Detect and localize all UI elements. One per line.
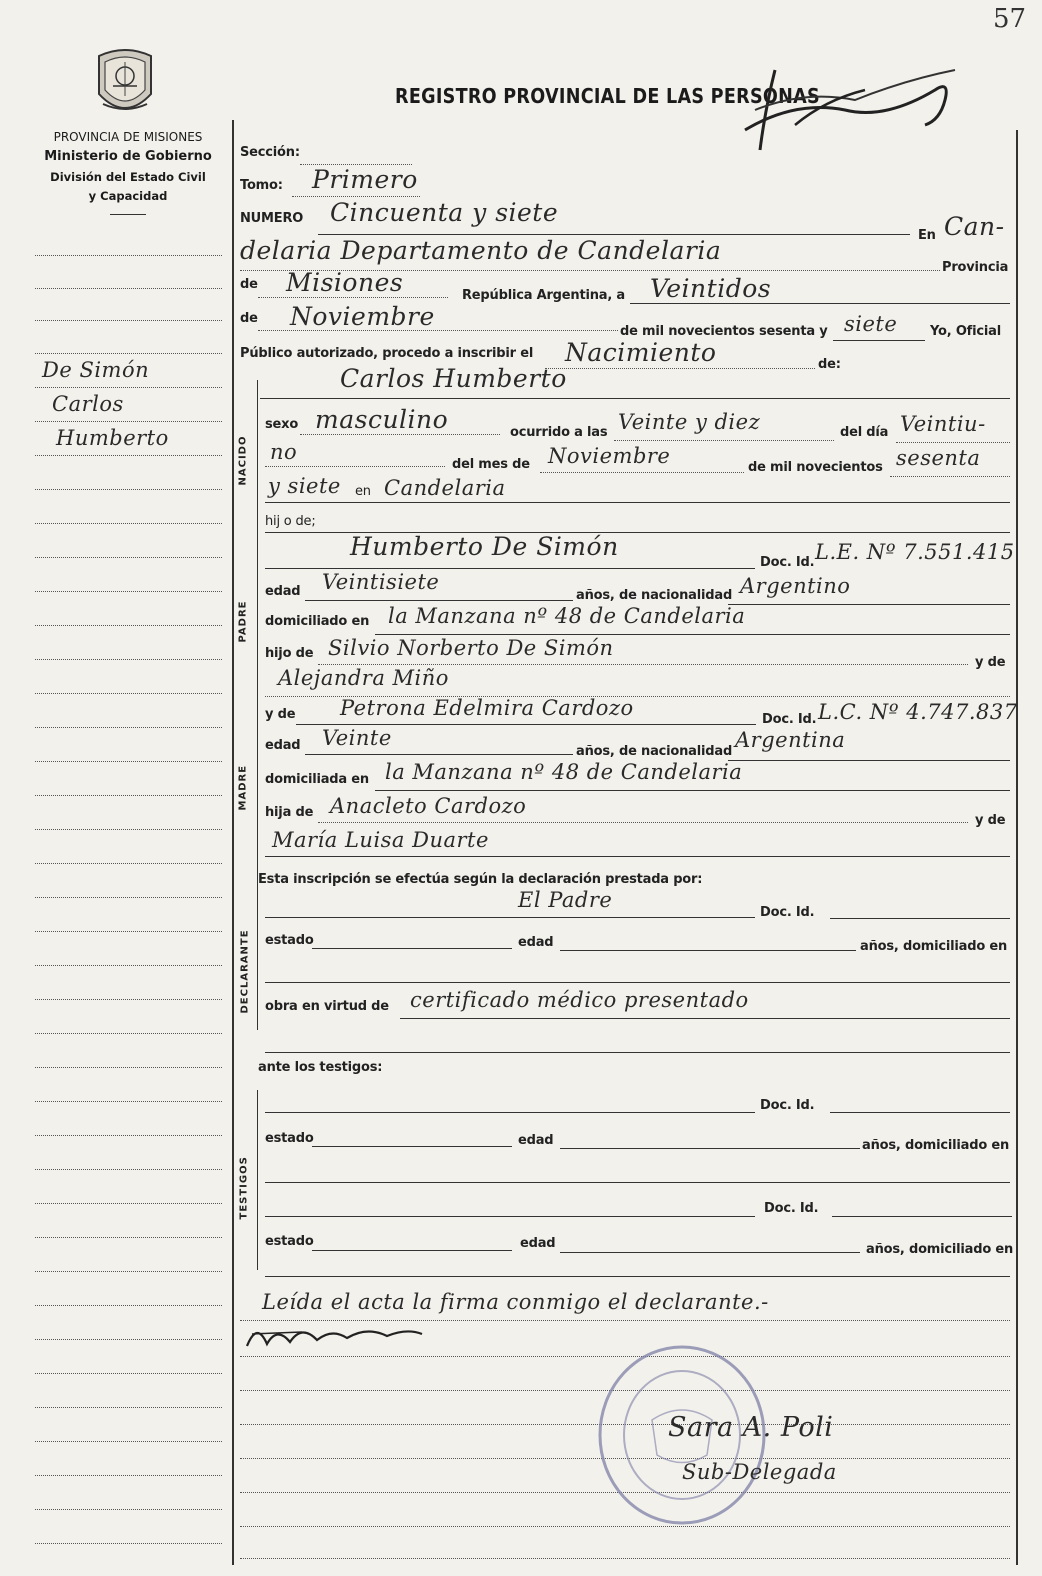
value-dia-nac-1: Veintiu-: [900, 412, 986, 436]
value-padre-doc: L.E. Nº 7.551.415: [815, 540, 1015, 564]
margin-note-name1: Carlos: [52, 392, 124, 416]
margin-line: [35, 1509, 222, 1510]
side-col-line: [257, 380, 258, 900]
line-hora: [614, 440, 834, 441]
line-estado-declarante: [312, 948, 512, 949]
value-dia-nac-2: no: [270, 440, 298, 464]
margin-line: [35, 320, 222, 321]
label-nac-madre: años, de nacionalidad: [576, 744, 733, 759]
side-col-line-3: [257, 1090, 258, 1270]
margin-line: [35, 387, 222, 388]
line-doc-testigo-2: [832, 1216, 1012, 1217]
value-declarante: El Padre: [518, 888, 613, 912]
line-obra: [400, 1018, 1010, 1019]
margin-line: [35, 591, 222, 592]
value-nombre: Carlos Humberto: [340, 364, 567, 393]
line-dia: [630, 303, 1010, 304]
margin-line: [35, 1237, 222, 1238]
signature-top: [735, 30, 975, 170]
line-madre: [296, 724, 756, 725]
label-edad-testigo-1: edad: [518, 1133, 554, 1148]
margin-line: [35, 625, 222, 626]
coat-of-arms-icon: [93, 46, 157, 122]
header-division-2: y Capacidad: [88, 189, 168, 203]
value-dia: Veintidos: [650, 274, 772, 303]
label-dom-madre: domiciliada en: [265, 772, 369, 787]
label-obra: obra en virtud de: [265, 999, 389, 1014]
line-doc-declarante: [830, 918, 1010, 919]
value-lugar-nac: Candelaria: [384, 476, 506, 500]
side-label-testigos: TESTIGOS: [238, 1156, 250, 1220]
label-sexo: sexo: [265, 417, 299, 432]
label-hijo-o: hij o de;: [265, 514, 316, 529]
margin-line: [35, 1373, 222, 1374]
line-anio-nac: [890, 476, 1010, 477]
label-ante-testigos: ante los testigos:: [258, 1060, 383, 1075]
margin-line: [35, 1203, 222, 1204]
label-de-mil-2: de mil novecientos: [748, 460, 883, 475]
frame-right: [1016, 130, 1018, 1565]
line-testigo-2: [265, 1216, 755, 1217]
line-padre-padre: [318, 664, 968, 665]
label-edad-madre: edad: [265, 738, 301, 753]
label-dom-declarante: años, domiciliado en: [860, 939, 1008, 954]
header-ministry: Ministerio de Gobierno: [44, 149, 212, 164]
margin-line: [35, 931, 222, 932]
line-obra-2: [265, 1052, 1010, 1053]
value-mes-nac: Noviembre: [548, 444, 671, 468]
margin-line: [35, 659, 222, 660]
label-doc-declarante: Doc. Id.: [760, 905, 815, 920]
value-hora: Veinte y diez: [618, 410, 761, 434]
margin-line: [35, 255, 222, 256]
line-lugar: [265, 502, 1010, 503]
line-dom-padre: [375, 634, 1010, 635]
label-hijo-de: hijo de: [265, 646, 314, 661]
label-dom-testigo-1: años, domiciliado en: [862, 1138, 1010, 1153]
margin-line: [35, 1543, 222, 1544]
label-numero: NUMERO: [240, 211, 304, 226]
margin-line: [35, 965, 222, 966]
label-publico: Público autorizado, procedo a inscribir el: [240, 346, 534, 361]
margin-line: [35, 761, 222, 762]
line-madre-padre: [318, 822, 968, 823]
margin-line: [35, 1305, 222, 1306]
value-padre-nombre: Humberto De Simón: [350, 532, 619, 561]
margin-line: [35, 999, 222, 1000]
label-seccion: Sección:: [240, 145, 300, 160]
label-edad-declarante: edad: [518, 935, 554, 950]
value-acto: Nacimiento: [565, 338, 717, 367]
margin-note-name2: Humberto: [56, 426, 169, 450]
margin-line: [35, 1271, 222, 1272]
margin-line: [35, 288, 222, 289]
value-madre-madre: María Luisa Duarte: [272, 828, 489, 852]
line-dia-nac-2: [265, 466, 445, 467]
label-en: En: [918, 228, 936, 243]
label-edad-testigo-2: edad: [520, 1236, 556, 1251]
line-numero: [318, 234, 910, 235]
label-doc-padre: Doc. Id.: [760, 555, 815, 570]
label-del-dia: del día: [840, 425, 889, 440]
margin-line: [35, 795, 222, 796]
margin-line: [35, 1101, 222, 1102]
margin-line: [35, 727, 222, 728]
value-oficial-firma: Sara A. Poli: [668, 1412, 834, 1443]
margin-line: [35, 1441, 222, 1442]
label-del-mes: del mes de: [452, 457, 530, 472]
label-de-colon: de:: [818, 357, 841, 372]
margin-line: [35, 1135, 222, 1136]
value-madre-padre: Anacleto Cardozo: [330, 794, 527, 818]
value-provincia: Misiones: [286, 268, 404, 297]
margin-note-surname: De Simón: [42, 358, 150, 382]
label-yo-oficial: Yo, Oficial: [930, 324, 1001, 339]
value-en-1: Can-: [944, 212, 1005, 241]
margin-line: [35, 1033, 222, 1034]
value-padre-madre: Alejandra Miño: [278, 666, 449, 690]
label-republica: República Argentina, a: [462, 288, 625, 303]
side-label-declarante: DECLARANTE: [239, 929, 251, 1014]
margin-line: [35, 829, 222, 830]
line-sexo: [300, 434, 500, 435]
line-estado-testigo-2: [312, 1250, 512, 1251]
side-label-nacido: NACIDO: [237, 435, 249, 486]
value-madre-nac: Argentina: [735, 728, 846, 752]
label-doc-testigo-1: Doc. Id.: [760, 1098, 815, 1113]
label-en-lower: en: [355, 484, 371, 499]
line-nac-padre: [728, 604, 1010, 605]
margin-line: [35, 1067, 222, 1068]
label-estado-testigo-1: estado: [265, 1131, 314, 1146]
label-y-de-madre-2: y de: [975, 813, 1006, 828]
value-madre-doc: L.C. Nº 4.747.837: [818, 700, 1018, 724]
line-edad-declarante: [560, 950, 856, 951]
label-de-2: de: [240, 311, 258, 326]
line-estado-testigo-1: [312, 1146, 512, 1147]
header-division: División del Estado Civil: [50, 170, 206, 184]
label-dom-padre: domiciliado en: [265, 614, 370, 629]
margin-line: [35, 863, 222, 864]
line-edad-testigo-2: [560, 1252, 860, 1253]
value-madre-dom: la Manzana nº 48 de Candelaria: [385, 760, 743, 784]
margin-line: [35, 489, 222, 490]
line-acto: [545, 368, 815, 369]
line-nac-madre: [728, 760, 1010, 761]
value-padre-nac: Argentino: [740, 574, 851, 598]
line-edad-testigo-1: [560, 1148, 860, 1149]
header-province: PROVINCIA DE MISIONES: [53, 130, 203, 144]
header-rule: [110, 214, 146, 215]
line-lower: [240, 1558, 1010, 1559]
label-y-de-madre: y de: [265, 707, 296, 722]
line-padre: [265, 568, 755, 569]
value-cierre: Leída el acta la firma conmigo el declarante.-: [262, 1290, 769, 1314]
value-oficial-cargo: Sub-Delegada: [682, 1460, 837, 1484]
value-padre-edad: Veintisiete: [322, 570, 440, 594]
side-label-padre: PADRE: [237, 600, 249, 643]
value-mes: Noviembre: [290, 302, 435, 331]
value-anio-nac-1: sesenta: [896, 446, 981, 470]
margin-line: [35, 421, 222, 422]
line-testigo-1: [265, 1112, 755, 1113]
margin-line: [35, 1407, 222, 1408]
line-mes-nac: [540, 472, 744, 473]
value-madre-nombre: Petrona Edelmira Cardozo: [340, 696, 634, 720]
value-anio: siete: [844, 312, 898, 336]
margin-line: [35, 897, 222, 898]
line-dom-testigo-2: [265, 1276, 1010, 1277]
line-dia-nac: [896, 442, 1010, 443]
value-numero: Cincuenta y siete: [330, 198, 559, 227]
value-obra: certificado médico presentado: [410, 988, 749, 1012]
value-anio-nac-2: y siete: [268, 474, 341, 498]
document-title: REGISTRO PROVINCIAL DE LAS PERSONAS: [395, 84, 820, 108]
label-provincia: Provincia: [942, 260, 1009, 275]
margin-line: [35, 693, 222, 694]
label-edad-padre: edad: [265, 584, 301, 599]
value-sexo: masculino: [315, 405, 449, 434]
page-number: 57: [993, 4, 1027, 34]
margin-line: [35, 1475, 222, 1476]
value-en-2: delaria Departamento de Candelaria: [240, 236, 722, 265]
label-dom-testigo-2: años, domiciliado en: [866, 1242, 1014, 1257]
line-anio: [833, 340, 925, 341]
margin-line: [35, 557, 222, 558]
label-doc-testigo-2: Doc. Id.: [764, 1201, 819, 1216]
label-nac-padre: años, de nacionalidad: [576, 588, 733, 603]
margin-line: [35, 353, 222, 354]
label-estado-declarante: estado: [265, 933, 314, 948]
frame-left: [232, 120, 234, 1565]
line-edad-padre: [305, 600, 573, 601]
line-dom-madre: [375, 790, 1010, 791]
line-madre-madre: [265, 856, 1010, 857]
line-dom-testigo-1: [265, 1182, 1010, 1183]
value-padre-padre: Silvio Norberto De Simón: [328, 636, 614, 660]
value-padre-dom: la Manzana nº 48 de Candelaria: [388, 604, 746, 628]
line-nombre: [260, 398, 1010, 399]
line-tomo: [292, 196, 420, 197]
line-dom-declarante: [265, 982, 1010, 983]
label-de-mil: de mil novecientos sesenta y: [620, 324, 828, 339]
label-estado-testigo-2: estado: [265, 1234, 314, 1249]
label-de-1: de: [240, 277, 258, 292]
label-y-de-padre: y de: [975, 655, 1006, 670]
declarant-signature: [242, 1316, 432, 1356]
label-ocurrido: ocurrido a las: [510, 425, 608, 440]
line-declarante: [265, 917, 755, 918]
margin-line: [35, 1169, 222, 1170]
line-provincia: [258, 297, 448, 298]
label-doc-madre: Doc. Id.: [762, 712, 817, 727]
value-tomo: Primero: [312, 165, 418, 194]
margin-line: [35, 523, 222, 524]
margin-line: [35, 1339, 222, 1340]
label-tomo: Tomo:: [240, 178, 283, 193]
label-declaracion: Esta inscripción se efectúa según la declaración prestada por:: [258, 872, 703, 887]
side-label-madre: MADRE: [237, 764, 249, 811]
line-edad-madre: [305, 754, 573, 755]
margin-line: [35, 455, 222, 456]
side-col-line-2: [257, 900, 258, 1030]
label-hija-de: hija de: [265, 805, 314, 820]
value-madre-edad: Veinte: [322, 726, 392, 750]
line-doc-testigo-1: [830, 1112, 1010, 1113]
